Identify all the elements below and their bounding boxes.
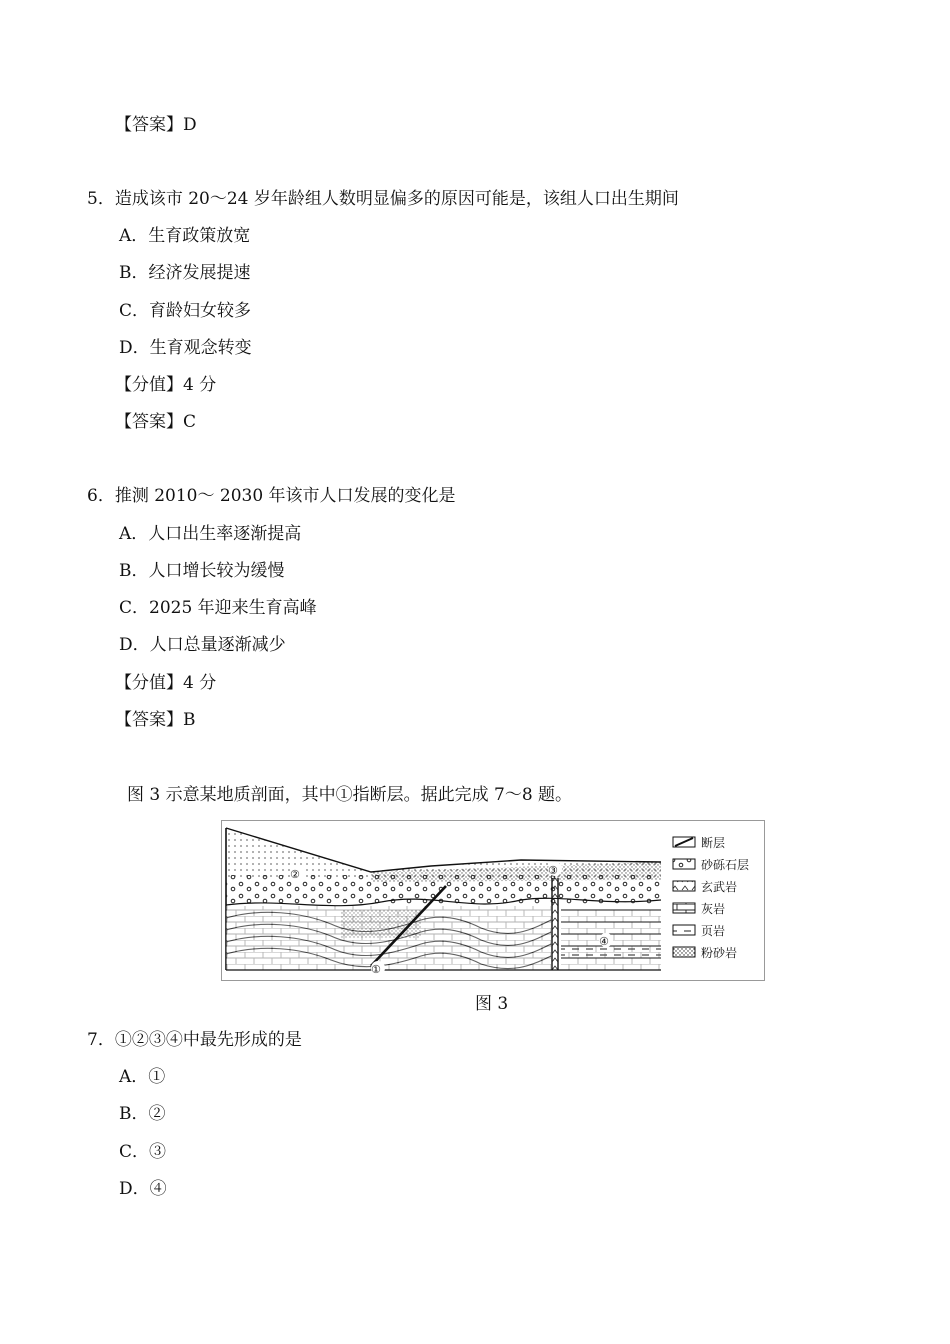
legend-label-basalt: 玄武岩 <box>701 880 738 894</box>
figure-intro: 图 3 示意某地质剖面，其中①指断层。据此完成 7～8 题。 <box>127 785 573 805</box>
q5-answer: 【答案】C <box>115 412 197 432</box>
legend-label-fault: 断层 <box>701 836 726 850</box>
q6-stem: 6．推测 2010～ 2030 年该市人口发展的变化是 <box>87 486 456 506</box>
q6-option-a: A．人口出生率逐渐提高 <box>119 524 302 544</box>
q5-option-a: A．生育政策放宽 <box>119 226 251 246</box>
q6-option-c: C．2025 年迎来生育高峰 <box>119 598 317 618</box>
q7-option-a: A．① <box>119 1067 166 1087</box>
svg-text:③: ③ <box>548 864 558 877</box>
q7-option-c: C．③ <box>119 1142 167 1162</box>
q5-score: 【分值】4 分 <box>115 375 217 395</box>
q6-answer: 【答案】B <box>115 710 196 730</box>
q5-option-d: D．生育观念转变 <box>119 338 252 358</box>
legend-label-siltstone: 粉砂岩 <box>701 946 738 960</box>
q6-score: 【分值】4 分 <box>115 673 217 693</box>
q6-option-b: B．人口增长较为缓慢 <box>119 561 285 581</box>
legend-label-shale: 页岩 <box>701 924 726 938</box>
legend-label-gravel: 砂砾石层 <box>701 858 750 872</box>
svg-text:②: ② <box>290 868 300 881</box>
svg-text:①: ① <box>371 963 381 976</box>
q7-stem: 7．①②③④中最先形成的是 <box>87 1030 302 1050</box>
figure-caption: 图 3 <box>475 994 509 1014</box>
q5-option-c: C．育龄妇女较多 <box>119 301 252 321</box>
q5-stem: 5．造成该市 20～24 岁年龄组人数明显偏多的原因可能是，该组人口出生期间 <box>87 189 679 209</box>
legend-label-limestone: 灰岩 <box>701 902 726 916</box>
q7-option-b: B．② <box>119 1104 166 1124</box>
q4-answer: 【答案】D <box>115 115 197 135</box>
svg-text:④: ④ <box>599 935 609 948</box>
q5-option-b: B．经济发展提速 <box>119 263 251 283</box>
q6-option-d: D．人口总量逐渐减少 <box>119 635 286 655</box>
geologic-cross-section-figure <box>221 820 765 981</box>
q7-option-d: D．④ <box>119 1179 167 1199</box>
